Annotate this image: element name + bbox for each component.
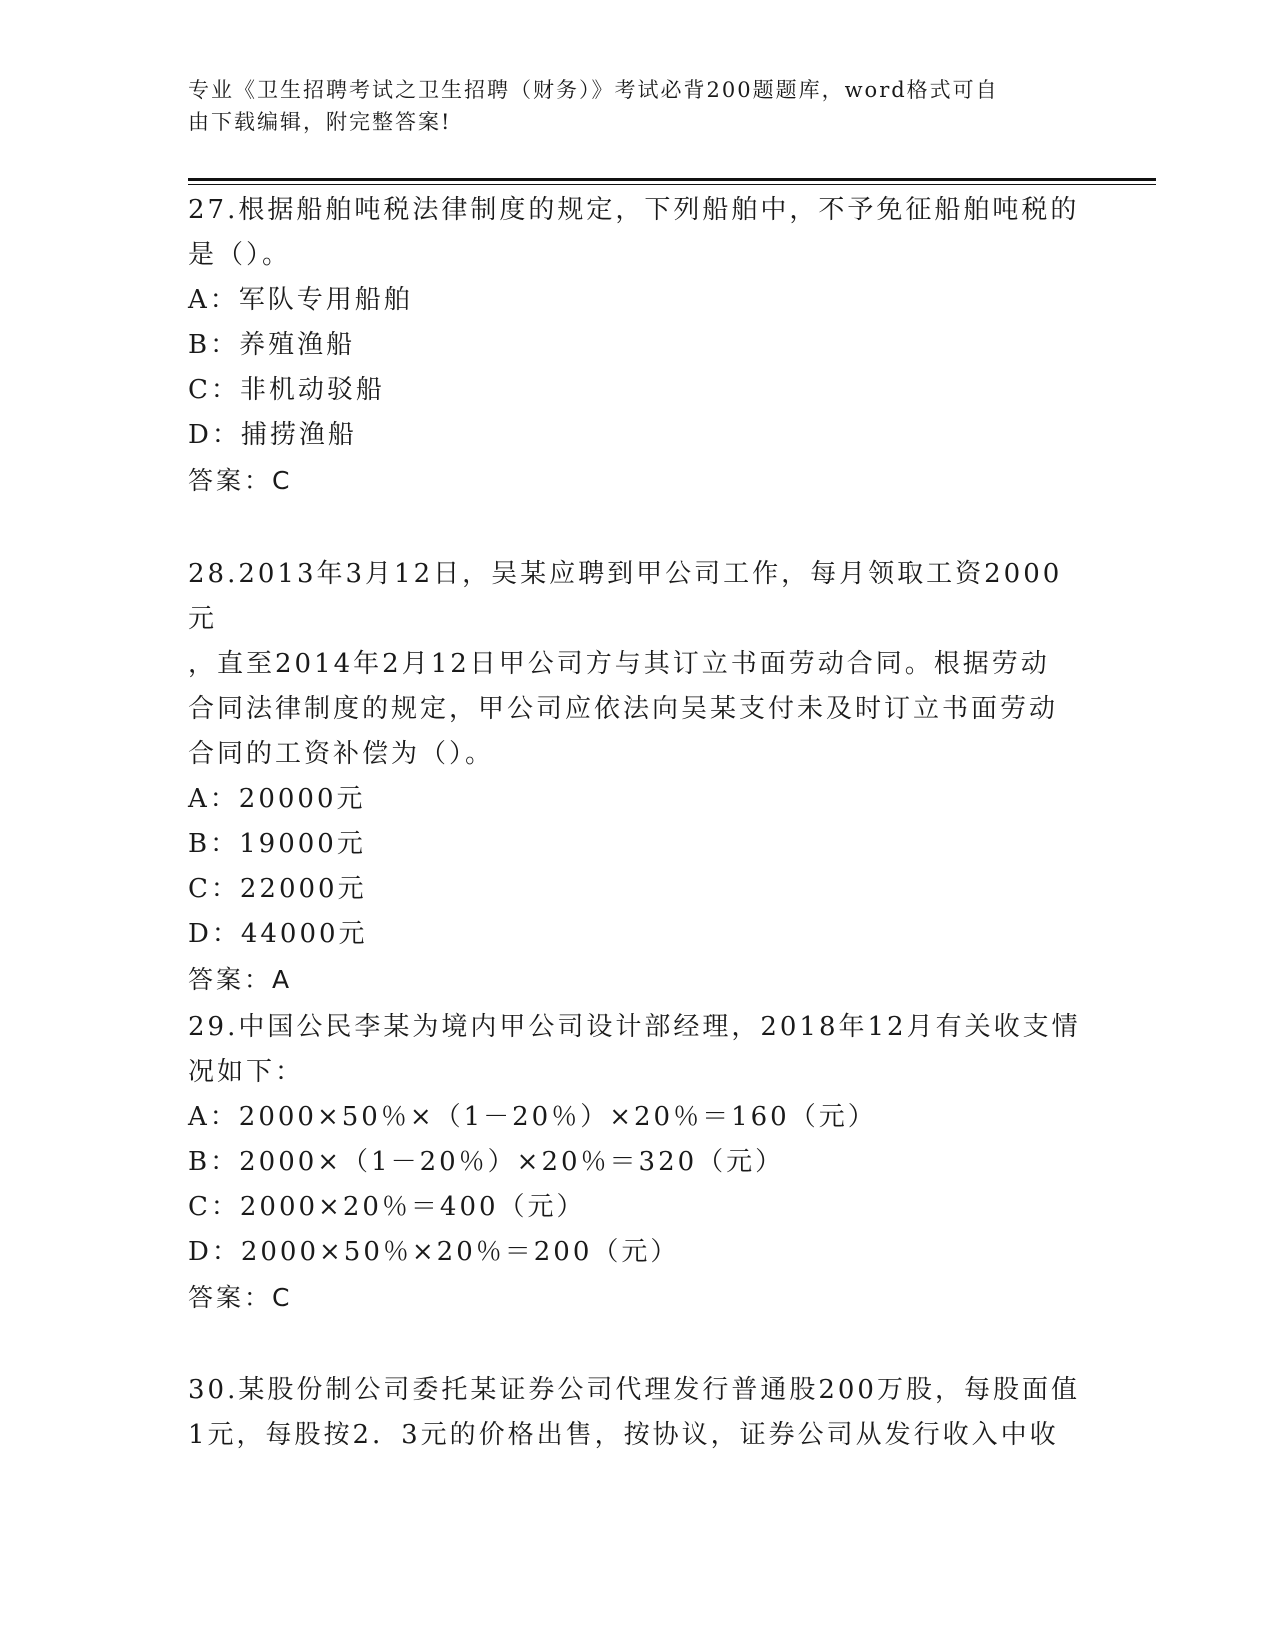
question-stem: 合同法律制度的规定，甲公司应依法向吴某支付未及时订立书面劳动 xyxy=(188,694,1059,724)
question-stem: 27.根据船舶吨税法律制度的规定，下列船舶中，不予免征船舶吨税的 xyxy=(188,195,1080,225)
option-d: D：44000元 xyxy=(188,919,368,949)
question-30 xyxy=(188,1368,1088,1458)
document-header xyxy=(188,74,1088,138)
header-rule-thick xyxy=(188,178,1156,181)
question-stem: 况如下： xyxy=(188,1057,305,1087)
option-c: C：2000×20％＝400（元） xyxy=(188,1192,586,1222)
answer: 答案：C xyxy=(188,466,293,495)
option-c: C：非机动驳船 xyxy=(188,375,385,405)
header-line-2: 由下载编辑，附完整答案! xyxy=(188,110,452,134)
question-stem: 合同的工资补偿为（）。 xyxy=(188,739,495,769)
question-29 xyxy=(188,1005,1088,1320)
answer: 答案：C xyxy=(188,1283,293,1312)
option-b: B：2000×（1－20％）×20％＝320（元） xyxy=(188,1147,785,1177)
question-stem: 是（）。 xyxy=(188,240,292,270)
header-rule-thin xyxy=(188,184,1156,185)
option-d: D：2000×50％×20％＝200（元） xyxy=(188,1237,680,1267)
option-b: B：19000元 xyxy=(188,829,366,859)
option-a: A：军队专用船舶 xyxy=(188,285,413,315)
option-b: B：养殖渔船 xyxy=(188,330,356,360)
option-d: D：捕捞渔船 xyxy=(188,420,357,450)
question-28 xyxy=(188,552,1088,1002)
question-stem: 28.2013年3月12日，吴某应聘到甲公司工作，每月领取工资2000元 xyxy=(188,559,1063,634)
option-c: C：22000元 xyxy=(188,874,367,904)
question-stem: ，直至2014年2月12日甲公司方与其订立书面劳动合同。根据劳动 xyxy=(188,649,1050,679)
header-line-1: 专业《卫生招聘考试之卫生招聘（财务）》考试必背200题题库，word格式可自 xyxy=(188,78,999,102)
option-a: A：2000×50％×（1－20％）×20％＝160（元） xyxy=(188,1102,877,1132)
question-stem: 30.某股份制公司委托某证券公司代理发行普通股200万股，每股面值 xyxy=(188,1375,1080,1405)
answer: 答案：A xyxy=(188,965,293,994)
question-stem: 29.中国公民李某为境内甲公司设计部经理，2018年12月有关收支情 xyxy=(188,1012,1081,1042)
option-a: A：20000元 xyxy=(188,784,366,814)
question-stem: 1元，每股按2．3元的价格出售，按协议，证券公司从发行收入中收 xyxy=(188,1420,1059,1450)
question-27 xyxy=(188,188,1088,503)
